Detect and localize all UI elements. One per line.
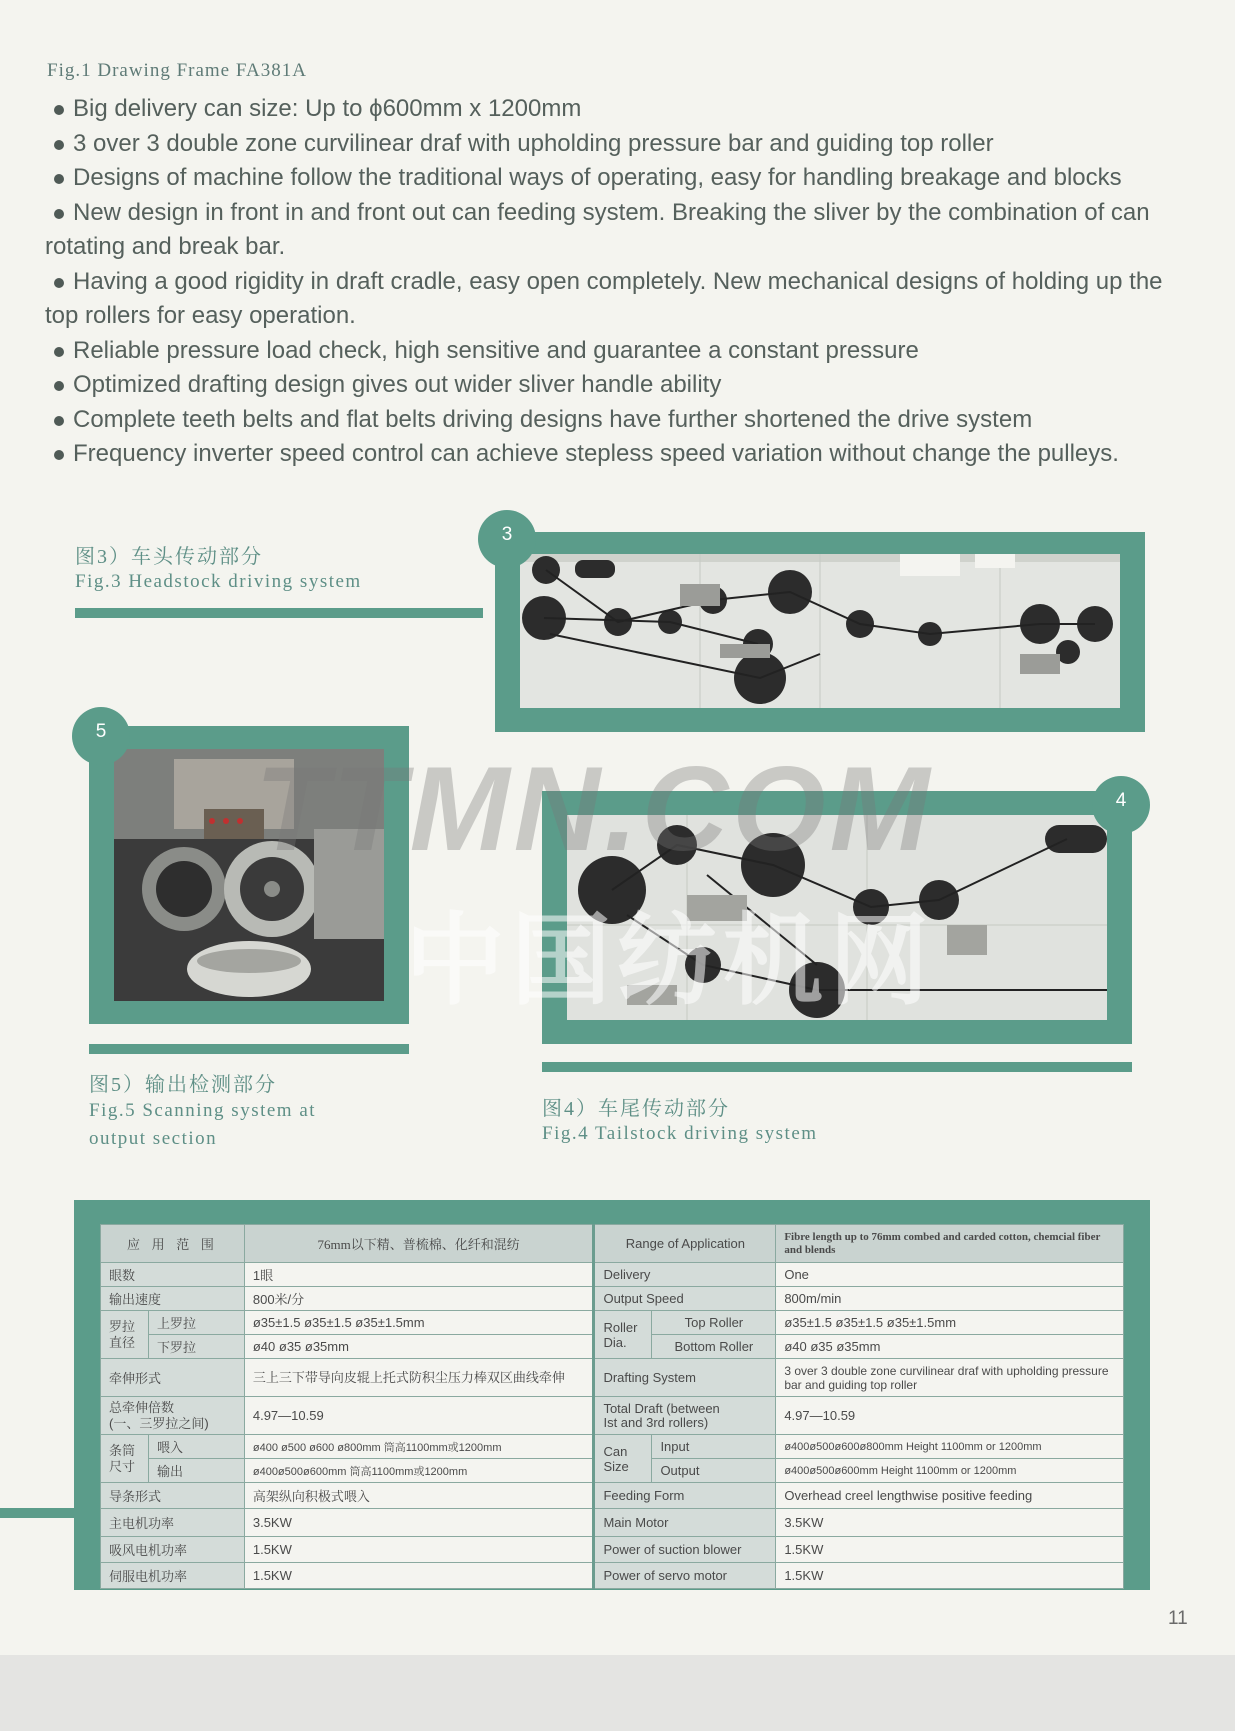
table-cell: Main Motor — [594, 1509, 776, 1537]
table-cell: Can Size — [594, 1435, 652, 1483]
table-cell: Overhead creel lengthwise positive feeding — [776, 1483, 1124, 1509]
table-cell: 导条形式 — [101, 1483, 245, 1509]
table-cell: 伺服电机功率 — [101, 1563, 245, 1589]
table-cell: Delivery — [594, 1263, 776, 1287]
table-cell: 三上三下带导向皮辊上托式防积尘压力棒双区曲线牵伸 — [244, 1359, 594, 1397]
fig3-rule — [75, 608, 483, 618]
table-cell: ø400 ø500 ø600 ø800mm 筒高1100mm或1200mm — [244, 1435, 594, 1459]
feature-item: 3 over 3 double zone curvilinear draf with upholding pressure bar and guiding top roller — [45, 127, 1195, 162]
headstock-photo — [520, 554, 1120, 708]
table-cell: 罗拉 直径 — [101, 1311, 149, 1359]
feature-list — [45, 92, 1195, 472]
table-cell: 1.5KW — [244, 1563, 594, 1589]
table-cell: ø40 ø35 ø35mm — [776, 1335, 1124, 1359]
fig5-number-badge: 5 — [72, 707, 130, 765]
fig4-rule — [542, 1062, 1132, 1072]
fig4-caption-en: Fig.4 Tailstock driving system — [542, 1123, 818, 1144]
table-cell: ø400ø500ø600mm 筒高1100mm或1200mm — [244, 1459, 594, 1483]
feature-item: Designs of machine follow the traditional ways of operating, easy for handling breakage and blocks — [45, 161, 1195, 196]
table-cell: ø35±1.5 ø35±1.5 ø35±1.5mm — [776, 1311, 1124, 1335]
table-cell: 800m/min — [776, 1287, 1124, 1311]
table-row — [101, 1483, 1124, 1509]
table-cell: ø35±1.5 ø35±1.5 ø35±1.5mm — [244, 1311, 594, 1335]
table-cell: 1.5KW — [244, 1537, 594, 1563]
table-row — [101, 1263, 1124, 1287]
fig4-number-badge: 4 — [1092, 776, 1150, 834]
table-cell: 下罗拉 — [148, 1335, 244, 1359]
table-cell: 76mm以下精、普梳棉、化纤和混纺 — [244, 1225, 594, 1263]
table-cell: 吸风电机功率 — [101, 1537, 245, 1563]
fig3-caption-cn: 图3）车头传动部分 — [75, 546, 263, 568]
table-cell: 条筒 尺寸 — [101, 1435, 149, 1483]
table-cell: Roller Dia. — [594, 1311, 652, 1359]
table-row — [101, 1537, 1124, 1563]
table-cell: Fibre length up to 76mm combed and carded cotton, chemcial fiber and blends — [776, 1225, 1124, 1263]
table-cell: One — [776, 1263, 1124, 1287]
fig3-number-badge: 3 — [478, 510, 536, 568]
table-cell: Power of servo motor — [594, 1563, 776, 1589]
table-row — [101, 1435, 1124, 1459]
table-cell: 眼数 — [101, 1263, 245, 1287]
table-cell: Top Roller — [652, 1311, 776, 1335]
watermark-logo: TTMN.COM — [255, 742, 934, 876]
table-cell: 喂入 — [148, 1435, 244, 1459]
table-cell: Output Speed — [594, 1287, 776, 1311]
table-row — [101, 1311, 1124, 1335]
watermark-logo-cn: 中国纺机网 — [405, 902, 935, 1019]
table-cell: 输出速度 — [101, 1287, 245, 1311]
fig5-rule — [89, 1044, 409, 1054]
footer-band — [0, 1655, 1235, 1731]
feature-item: Reliable pressure load check, high sensitive and guarantee a constant pressure — [45, 334, 1195, 369]
spec-table — [100, 1224, 1124, 1589]
table-row — [101, 1563, 1124, 1589]
table-row — [101, 1397, 1124, 1435]
table-row — [101, 1509, 1124, 1537]
table-cell: 3.5KW — [244, 1509, 594, 1537]
table-cell: 800米/分 — [244, 1287, 594, 1311]
fig5-caption-en-line2: output section — [89, 1128, 218, 1149]
table-cell: Power of suction blower — [594, 1537, 776, 1563]
table-cell: Input — [652, 1435, 776, 1459]
table-cell: 3.5KW — [776, 1509, 1124, 1537]
table-cell: 上罗拉 — [148, 1311, 244, 1335]
feature-item: Frequency inverter speed control can achieve stepless speed variation without change the pulleys. — [45, 437, 1195, 472]
table-cell: Feeding Form — [594, 1483, 776, 1509]
fig5-caption-cn: 图5）输出检测部分 — [89, 1074, 277, 1096]
feature-item: Big delivery can size: Up to ϕ600mm x 1200mm — [45, 92, 1195, 127]
table-cell: 主电机功率 — [101, 1509, 245, 1537]
table-cell: Output — [652, 1459, 776, 1483]
feature-item: Complete teeth belts and flat belts driving designs have further shortened the drive system — [45, 403, 1195, 438]
fig4-caption-cn: 图4）车尾传动部分 — [542, 1098, 730, 1120]
table-cell: 3 over 3 double zone curvilinear draf with upholding pressure bar and guiding top roller — [776, 1359, 1124, 1397]
table-cell: 应 用 范 围 — [101, 1225, 245, 1263]
table-row — [101, 1359, 1124, 1397]
feature-item: Optimized drafting design gives out wider sliver handle ability — [45, 368, 1195, 403]
table-row — [101, 1287, 1124, 1311]
feature-item: New design in front in and front out can feeding system. Breaking the sliver by the combination of can rotating and break bar. — [45, 196, 1195, 265]
fig1-title: Fig.1 Drawing Frame FA381A — [47, 60, 307, 81]
page-number: 11 — [1168, 1608, 1188, 1629]
table-cell: 1.5KW — [776, 1537, 1124, 1563]
table-cell: 1.5KW — [776, 1563, 1124, 1589]
table-row — [101, 1225, 1124, 1263]
table-cell: ø400ø500ø600mm Height 1100mm or 1200mm — [776, 1459, 1124, 1483]
table-cell: Range of Application — [594, 1225, 776, 1263]
decorative-bar — [0, 1508, 74, 1518]
table-cell: 输出 — [148, 1459, 244, 1483]
table-cell: ø400ø500ø600ø800mm Height 1100mm or 1200mm — [776, 1435, 1124, 1459]
table-cell: 高架纵向积极式喂入 — [244, 1483, 594, 1509]
table-cell: 牵伸形式 — [101, 1359, 245, 1397]
feature-item: Having a good rigidity in draft cradle, easy open completely. New mechanical designs of holding up the top rollers for easy operation. — [45, 265, 1195, 334]
table-cell: ø40 ø35 ø35mm — [244, 1335, 594, 1359]
table-cell: Bottom Roller — [652, 1335, 776, 1359]
table-cell: 总牵伸倍数 (一、三罗拉之间) — [101, 1397, 245, 1435]
fig3-caption-en: Fig.3 Headstock driving system — [75, 571, 362, 592]
table-cell: 4.97—10.59 — [776, 1397, 1124, 1435]
table-cell: 1眼 — [244, 1263, 594, 1287]
table-cell: Total Draft (between Ist and 3rd rollers) — [594, 1397, 776, 1435]
table-cell: 4.97—10.59 — [244, 1397, 594, 1435]
fig5-caption-en-line1: Fig.5 Scanning system at — [89, 1100, 317, 1121]
table-cell: Drafting System — [594, 1359, 776, 1397]
